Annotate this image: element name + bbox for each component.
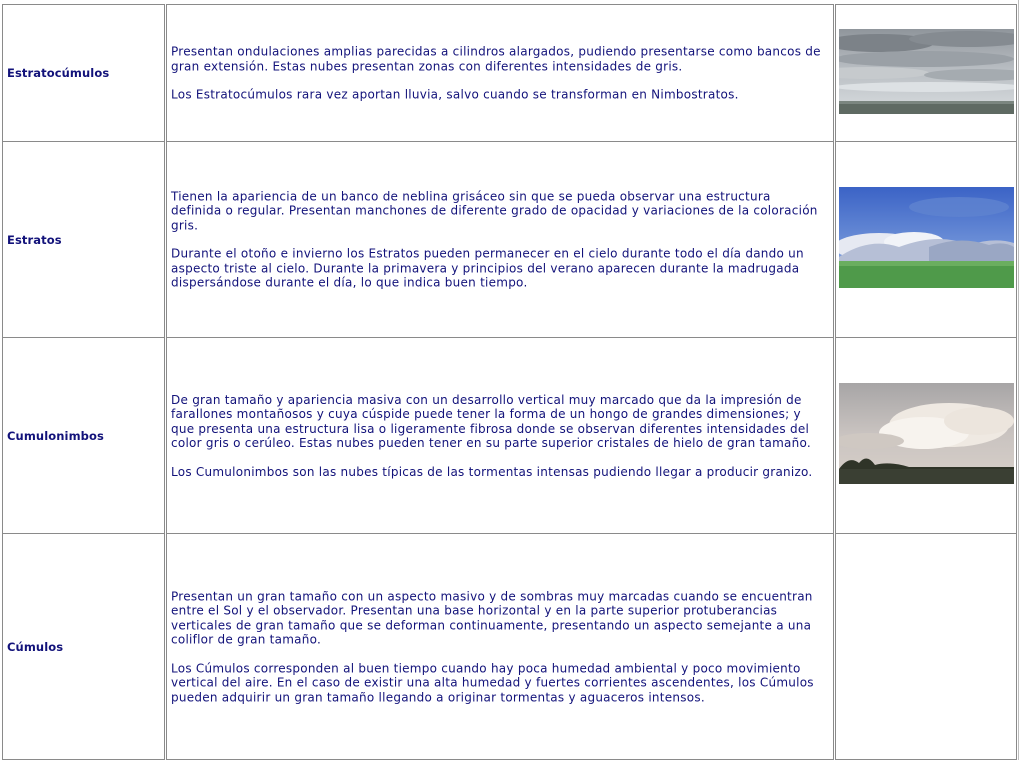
cumulonimbus-photo [839,383,1014,484]
stratus-photo [839,187,1014,288]
cloud-description [171,44,823,102]
description-cell [166,4,834,142]
cloud-name: Estratos [7,232,62,247]
table-row [0,533,1024,760]
description-paragraph: Los Estratocúmulos rara vez aportan lluvia, salvo cuando se transforman en Nimbostratos. [171,87,739,102]
cloud-name: Cúmulos [7,639,64,654]
table-row [0,337,1024,534]
cloud-description [171,589,823,705]
name-cell [2,337,165,534]
image-cell [835,4,1017,142]
description-paragraph: De gran tamaño y apariencia masiva con un desarrollo vertical muy marcado que da la impresión de farallones montañosos y cuya cúspide puede tener la forma de un hongo de grandes dimensiones; y que presenta una estructura lisa o ligeramente fibrosa donde se observan diferentes intensidades del color gris o cerúleo. Estas nubes pueden tener en su parte superior cristales de hielo de gran tamaño. [171,392,811,450]
stratocumulus-photo [839,29,1014,114]
window-edge [1018,0,1024,768]
cloud-name: Estratocúmulos [7,66,110,80]
name-cell [2,533,165,760]
cloud-description [171,189,823,290]
table-row [0,4,1024,142]
description-cell [166,337,834,534]
description-paragraph: Presentan ondulaciones amplias parecidas a cilindros alargados, pudiendo presentarse como bancos de gran extensión. Estas nubes presentan zonas con diferentes intensidades de gris. [171,44,821,73]
image-cell [835,533,1017,760]
description-cell [166,533,834,760]
description-paragraph: Presentan un gran tamaño con un aspecto masivo y de sombras muy marcadas cuando se encuentran entre el Sol y el observador. Presentan una base horizontal y en la parte superior protuberancias verticales de gran tamaño que se deforman continuamente, presentando un aspecto semejante a una coliflor de gran tamaño. [171,588,813,647]
image-cell [835,141,1017,338]
cloud-name: Cumulonimbos [7,428,104,443]
table-row [0,141,1024,338]
image-cell [835,337,1017,534]
cloud-description [171,392,823,479]
description-paragraph: Durante el otoño e invierno los Estratos pueden permanecer en el cielo durante todo el día dando un aspecto triste al cielo. Durante la primavera y principios del verano aparecen durante la madrugada dispersándose durante el día, lo que indica buen tiempo. [171,246,804,290]
description-paragraph: Los Cumulonimbos son las nubes típicas de las tormentas intensas pudiendo llegar a producir granizo. [171,464,813,479]
name-cell [2,141,165,338]
description-cell [166,141,834,338]
description-paragraph: Los Cúmulos corresponden al buen tiempo cuando hay poca humedad ambiental y poco movimiento vertical del aire. En el caso de existir una alta humedad y fuertes corrientes ascendentes, los Cúmulos pueden adquirir un gran tamaño llegando a originar tormentas y aguaceros intensos. [171,660,814,704]
page-bottom [0,760,1024,768]
name-cell [2,4,165,142]
description-paragraph: Tienen la apariencia de un banco de neblina grisáceo sin que se pueda observar una estructura definida o regular. Presentan manchones de diferente grado de opacidad y variaciones de la coloración gris. [171,189,818,232]
